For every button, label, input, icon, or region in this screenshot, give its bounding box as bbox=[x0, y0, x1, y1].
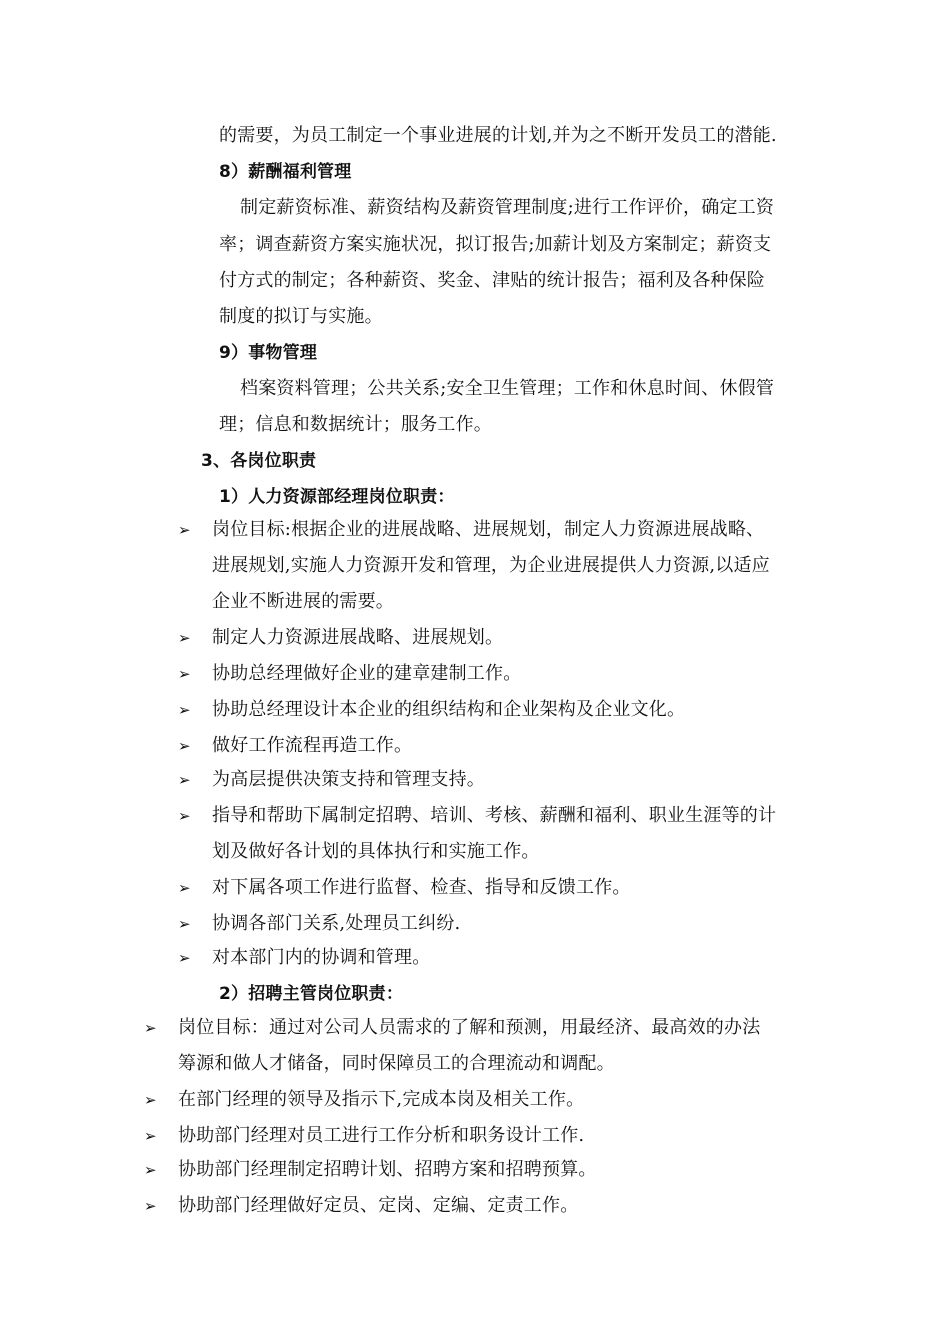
list-item: 岗位目标:根据企业的进展战略、进展规划，制定人力资源进展战略、 bbox=[212, 519, 765, 540]
paragraph-line: 理；信息和数据统计；服务工作。 bbox=[219, 414, 492, 435]
bullet-arrow-icon: ➢ bbox=[178, 771, 191, 789]
list-item: 协助总经理做好企业的建章建制工作。 bbox=[212, 663, 522, 684]
list-item: 为高层提供决策支持和管理支持。 bbox=[212, 769, 485, 790]
paragraph-line: 的需要，为员工制定一个事业进展的计划,并为之不断开发员工的潜能. bbox=[219, 125, 777, 146]
list-item: 协助部门经理做好定员、定岗、定编、定责工作。 bbox=[178, 1195, 579, 1216]
subsection-heading-hr-manager: 1）人力资源部经理岗位职责： bbox=[219, 487, 455, 507]
bullet-arrow-icon: ➢ bbox=[178, 629, 191, 647]
bullet-arrow-icon: ➢ bbox=[178, 737, 191, 755]
bullet-arrow-icon: ➢ bbox=[144, 1019, 157, 1037]
section-heading-affairs: 9）事物管理 bbox=[219, 343, 318, 363]
bullet-arrow-icon: ➢ bbox=[144, 1091, 157, 1109]
list-item: 协助总经理设计本企业的组织结构和企业架构及企业文化。 bbox=[212, 699, 686, 720]
list-item-continuation: 划及做好各计划的具体执行和实施工作。 bbox=[212, 841, 540, 862]
subsection-heading-recruit-supervisor: 2）招聘主管岗位职责： bbox=[219, 984, 404, 1004]
paragraph-line: 制度的拟订与实施。 bbox=[219, 306, 383, 327]
list-item-continuation: 筹源和做人才储备，同时保障员工的合理流动和调配。 bbox=[178, 1053, 615, 1074]
list-item: 协助部门经理制定招聘计划、招聘方案和招聘预算。 bbox=[178, 1159, 597, 1180]
bullet-arrow-icon: ➢ bbox=[144, 1197, 157, 1215]
bullet-arrow-icon: ➢ bbox=[144, 1127, 157, 1145]
bullet-arrow-icon: ➢ bbox=[178, 701, 191, 719]
bullet-arrow-icon: ➢ bbox=[178, 521, 191, 539]
list-item: 做好工作流程再造工作。 bbox=[212, 735, 413, 756]
paragraph-line: 制定薪资标准、薪资结构及薪资管理制度;进行工作评价，确定工资 bbox=[240, 197, 775, 218]
bullet-arrow-icon: ➢ bbox=[144, 1161, 157, 1179]
list-item-continuation: 企业不断进展的需要。 bbox=[212, 591, 394, 612]
list-item: 对下属各项工作进行监督、检查、指导和反馈工作。 bbox=[212, 877, 631, 898]
list-item: 岗位目标：通过对公司人员需求的了解和预测，用最经济、最高效的办法 bbox=[178, 1017, 761, 1038]
list-item: 对本部门内的协调和管理。 bbox=[212, 947, 431, 968]
list-item: 制定人力资源进展战略、进展规划。 bbox=[212, 627, 504, 648]
section-heading-compensation: 8）薪酬福利管理 bbox=[219, 162, 352, 182]
paragraph-line: 档案资料管理；公共关系;安全卫生管理；工作和休息时间、休假管 bbox=[240, 378, 775, 399]
list-item: 协助部门经理对员工进行工作分析和职务设计工作. bbox=[178, 1125, 585, 1146]
section-heading-job-duties: 3、各岗位职责 bbox=[201, 451, 317, 471]
paragraph-line: 付方式的制定；各种薪资、奖金、津贴的统计报告；福利及各种保险 bbox=[219, 270, 765, 291]
bullet-arrow-icon: ➢ bbox=[178, 879, 191, 897]
bullet-arrow-icon: ➢ bbox=[178, 665, 191, 683]
list-item-continuation: 进展规划,实施人力资源开发和管理，为企业进展提供人力资源,以适应 bbox=[212, 555, 770, 576]
bullet-arrow-icon: ➢ bbox=[178, 807, 191, 825]
bullet-arrow-icon: ➢ bbox=[178, 949, 191, 967]
bullet-arrow-icon: ➢ bbox=[178, 915, 191, 933]
list-item: 指导和帮助下属制定招聘、培训、考核、薪酬和福利、职业生涯等的计 bbox=[212, 805, 777, 826]
paragraph-line: 率；调查薪资方案实施状况，拟订报告;加薪计划及方案制定；薪资支 bbox=[219, 234, 772, 255]
list-item: 协调各部门关系,处理员工纠纷. bbox=[212, 913, 461, 934]
list-item: 在部门经理的领导及指示下,完成本岗及相关工作。 bbox=[178, 1089, 585, 1110]
